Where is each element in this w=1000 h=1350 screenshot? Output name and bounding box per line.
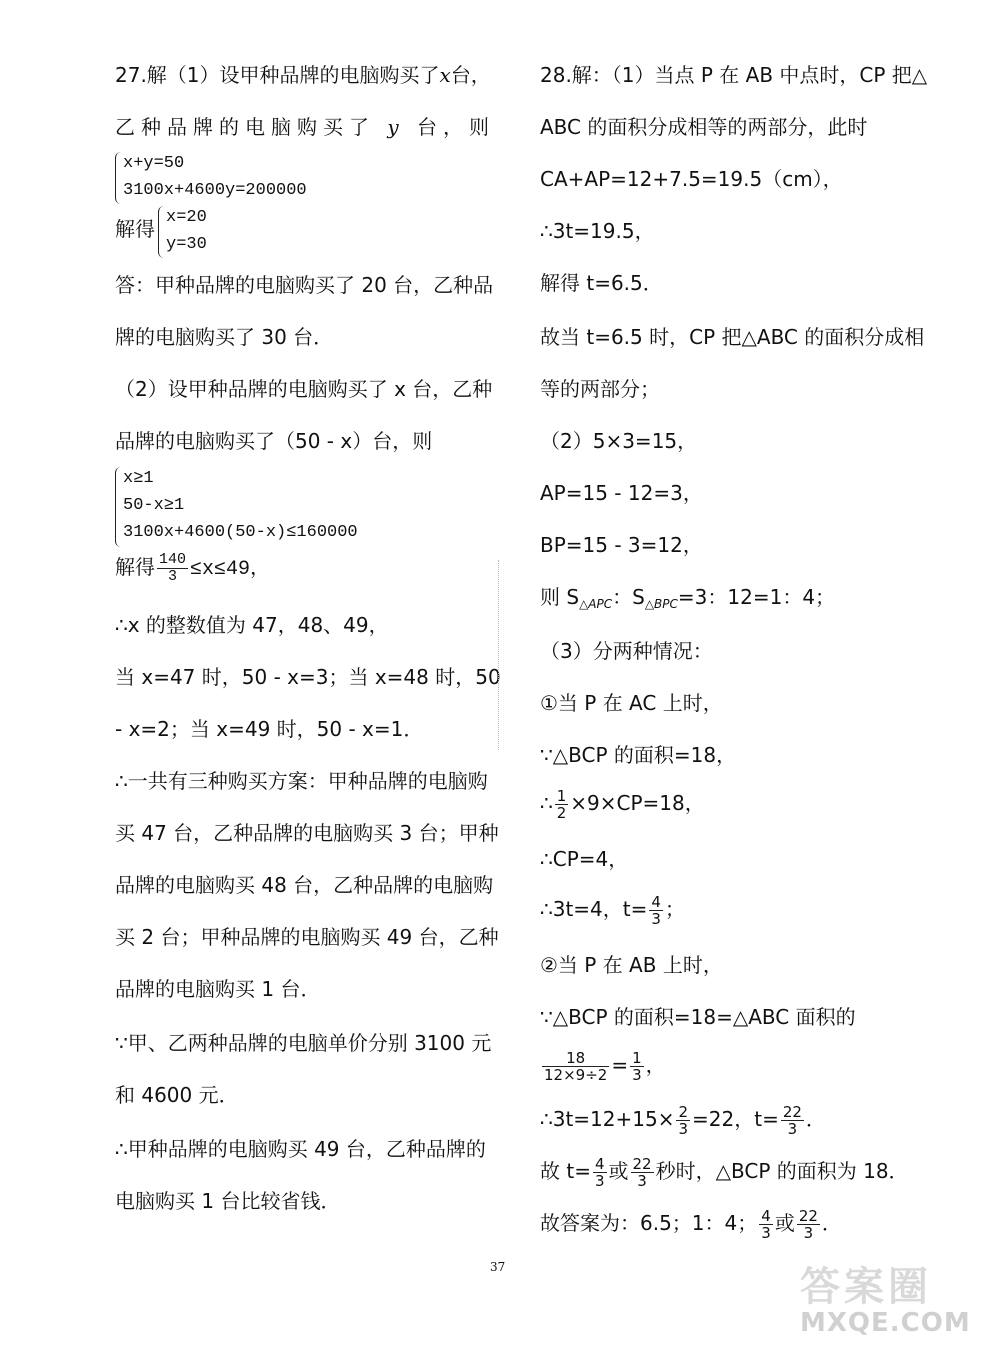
plan-line5: 品牌的电脑购买 1 台． — [115, 977, 321, 1001]
part2-line1: （2）设甲种品牌的电脑购买了 x 台，乙种 — [115, 377, 493, 401]
part2-line2: 品牌的电脑购买了（50 - x）台，则 — [115, 429, 433, 453]
q28-line13: ①当 P 在 AC 上时， — [540, 691, 723, 715]
plan-line4: 买 2 台；甲种品牌的电脑购买 49 台，乙种 — [115, 925, 499, 949]
answer-1a: 答：甲种品牌的电脑购买了 20 台，乙种品 — [115, 273, 494, 297]
column-divider — [498, 560, 499, 750]
cases-line2: - x=2；当 x=49 时，50 - x=1． — [115, 717, 424, 741]
plan-line2: 买 47 台，乙种品牌的电脑购买 3 台；甲种 — [115, 821, 499, 845]
q28-line8: （2）5×3=15， — [540, 429, 698, 453]
q28-line18: ②当 P 在 AB 上时， — [540, 953, 723, 977]
q28-line6: 故当 t=6.5 时，CP 把△ABC 的面积分成相 — [540, 325, 925, 349]
price-line1: ∵甲、乙两种品牌的电脑单价分别 3100 元 — [115, 1031, 492, 1055]
answer-1b: 牌的电脑购买了 30 台． — [115, 325, 334, 349]
area-ratio-line: 则 $S_{\triangle APC}$：$S_{\triangle BPC}=3$：12=1：4； — [540, 585, 836, 611]
best-line1: ∴甲种品牌的电脑购买 49 台，乙种品牌的 — [115, 1137, 486, 1161]
watermark-line1: 答案圈 — [800, 1264, 932, 1310]
q28-line1: 28.解：（1）当点 P 在 AB 中点时，CP 把△ — [540, 63, 928, 87]
q28-line20: $\frac{18}{12\times 9\div 2}$ = $\frac{1}{3}$ ， — [544, 1049, 666, 1084]
q28-line14: ∵△BCP 的面积=18， — [540, 743, 737, 767]
watermark-line2: MXQE.COM — [800, 1308, 971, 1338]
cases-line1: 当 x=47 时，50 - x=3；当 x=48 时，50 — [115, 665, 501, 689]
final-answer: 故答案为：6.5；1：4； $\frac{4}{3}$ 或 $\frac{22}{3}$ ． — [540, 1207, 842, 1242]
price-line2: 和 4600 元． — [115, 1083, 239, 1107]
integer-values: ∴x 的整数值为 47，48、49， — [115, 613, 389, 637]
page-number: 37 — [490, 1260, 506, 1274]
watermark-logo — [800, 1255, 990, 1345]
q28-line7: 等的两部分； — [540, 377, 660, 401]
q28-line17: ∴3t=4，t= $\frac{4}{3}$ ； — [540, 893, 685, 928]
q28-line3: CA+AP=12+7.5=19.5（cm）， — [540, 167, 843, 191]
q28-line9: AP=15 - 12=3， — [540, 481, 703, 505]
inequality-system: x≥1 50-x≥1 3100x+4600(50-x)≤160000 — [115, 465, 358, 546]
q28-line21: ∴3t=12+15× $\frac{2}{3}$ =22，t= $\frac{22}{3}$ ． — [540, 1103, 826, 1138]
solution-1-label: 解得 — [115, 217, 155, 241]
q27-line1: 27.解（1）设甲种品牌的电脑购买了x台， — [115, 63, 491, 87]
best-line2: 电脑购买 1 台比较省钱． — [115, 1189, 341, 1213]
q28-line12: （3）分两种情况： — [540, 639, 713, 663]
q28-line2: ABC 的面积分成相等的两部分，此时 — [540, 115, 868, 139]
q28-line16: ∴CP=4， — [540, 847, 629, 871]
solution-system-1: x=20 y=30 — [158, 204, 207, 258]
q27-line2: 乙种品牌的电脑购买了 y 台，则 — [115, 115, 496, 139]
solution-2: 解得 $\frac{140}{3}$ ≤x≤49， — [115, 551, 271, 585]
q28-line19: ∵△BCP 的面积=18=△ABC 面积的 — [540, 1005, 856, 1029]
plan-line1: ∴一共有三种购买方案：甲种品牌的电脑购 — [115, 769, 488, 793]
q28-line15: ∴ $\frac{1}{2}$ ×9×CP=18， — [540, 787, 705, 822]
q28-line4: ∴3t=19.5， — [540, 219, 655, 243]
equation-system-1: x+y=50 3100x+4600y=200000 — [115, 150, 307, 204]
plan-line3: 品牌的电脑购买 48 台，乙种品牌的电脑购 — [115, 873, 494, 897]
q28-line5: 解得 t=6.5． — [540, 271, 663, 295]
q28-line22: 故 t= $\frac{4}{3}$ 或 $\frac{22}{3}$ 秒时，△BCP 的面积为 18． — [540, 1155, 909, 1190]
q28-line10: BP=15 - 3=12， — [540, 533, 703, 557]
